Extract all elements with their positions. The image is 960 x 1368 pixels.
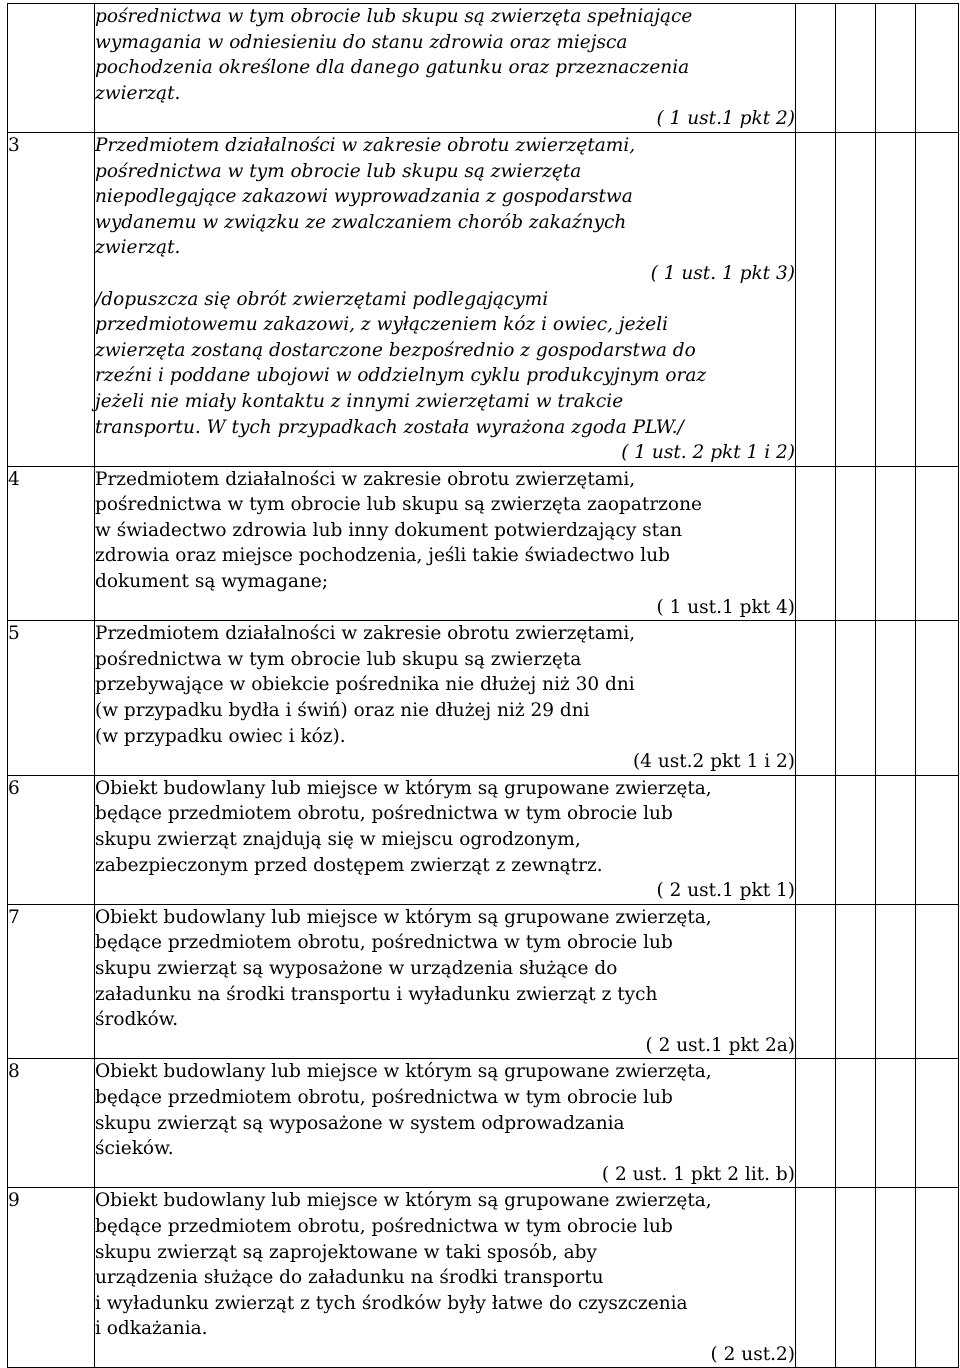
- row-number: 9: [8, 1188, 95, 1368]
- answer-cell[interactable]: [836, 132, 876, 466]
- requirement-line: przebywające w obiekcie pośrednika nie dłużej niż 30 dni: [95, 674, 635, 696]
- requirement-line: środków.: [95, 1009, 179, 1031]
- requirement-line: skupu zwierząt znajdują się w miejscu ogrodzonym,: [95, 829, 581, 850]
- answer-cell[interactable]: [916, 904, 959, 1059]
- requirement-text: [95, 904, 796, 1059]
- requirement-line: w świadectwo zdrowia lub inny dokument potwierdzający stan: [95, 519, 683, 541]
- answer-cell[interactable]: [876, 904, 916, 1059]
- requirement-line: Przedmiotem działalności w zakresie obrotu zwierzętami,: [95, 134, 636, 156]
- requirement-text: [95, 4, 796, 133]
- answer-cell[interactable]: [796, 1188, 836, 1368]
- answer-cell[interactable]: [876, 775, 916, 904]
- requirement-line: Obiekt budowlany lub miejsce w którym są grupowane zwierzęta,: [95, 1061, 712, 1083]
- answer-cell[interactable]: [796, 904, 836, 1059]
- answer-cell[interactable]: [796, 1059, 836, 1188]
- requirement-text: [95, 621, 796, 776]
- answer-cell[interactable]: [876, 1188, 916, 1368]
- answer-cell[interactable]: [876, 1059, 916, 1188]
- answer-cell[interactable]: [836, 775, 876, 904]
- checklist-row: [8, 775, 959, 904]
- row-number: 4: [8, 466, 95, 621]
- requirement-line: ścieków.: [95, 1138, 174, 1160]
- requirement-line: urządzenia służące do załadunku na środki transportu: [95, 1267, 604, 1289]
- legal-reference: ( 1 ust.1 pkt 2): [656, 108, 795, 130]
- checklist-row: [8, 466, 959, 621]
- answer-cell[interactable]: [916, 775, 959, 904]
- answer-cell[interactable]: [876, 466, 916, 621]
- answer-cell[interactable]: [836, 904, 876, 1059]
- checklist-table: [7, 3, 959, 1368]
- requirement-text: [95, 466, 796, 621]
- answer-cell[interactable]: [876, 621, 916, 776]
- row-number: 5: [8, 621, 95, 776]
- requirement-line: dokument są wymagane;: [95, 571, 329, 593]
- requirement-line: (w przypadku owiec i kóz).: [95, 725, 346, 747]
- answer-cell[interactable]: [876, 4, 916, 133]
- legal-reference: ( 1 ust.1 pkt 4): [656, 596, 795, 618]
- requirement-line: będące przedmiotem obrotu, pośrednictwa w tym obrocie lub: [95, 1215, 673, 1237]
- requirement-line: będące przedmiotem obrotu, pośrednictwa w tym obrocie lub: [95, 1086, 673, 1108]
- requirement-line: Przedmiotem działalności w zakresie obrotu zwierzętami,: [95, 468, 636, 490]
- legal-reference: (4 ust.2 pkt 1 i 2): [632, 751, 795, 773]
- checklist-row: [8, 1188, 959, 1368]
- requirement-text: [95, 132, 796, 466]
- row-number: 7: [8, 904, 95, 1059]
- answer-cell[interactable]: [796, 775, 836, 904]
- requirement-line: zabezpieczonym przed dostępem zwierząt z zewnątrz.: [95, 854, 603, 876]
- requirement-line: pośrednictwa w tym obrocie lub skupu są zwierzęta: [95, 648, 582, 670]
- answer-cell[interactable]: [796, 132, 836, 466]
- answer-cell[interactable]: [876, 132, 916, 466]
- row-number: 8: [8, 1059, 95, 1188]
- requirement-line: zdrowia oraz miejsce pochodzenia, jeśli takie świadectwo lub: [95, 545, 670, 567]
- requirement-line: Obiekt budowlany lub miejsce w którym są grupowane zwierzęta,: [95, 1190, 712, 1212]
- row-number: 6: [8, 775, 95, 904]
- requirement-line: będące przedmiotem obrotu, pośrednictwa w tym obrocie lub: [95, 932, 673, 954]
- legal-reference: ( 2 ust. 1 pkt 2 lit. b): [601, 1163, 795, 1185]
- requirement-line: pośrednictwa w tym obrocie lub skupu są zwierzęta spełniające: [95, 6, 693, 27]
- checklist-row: [8, 1059, 959, 1188]
- requirement-line: transportu. W tych przypadkach została wyrażona zgoda PLW./: [95, 416, 684, 438]
- row-number: [8, 4, 95, 133]
- requirement-line: zwierzęta zostaną dostarczone bezpośrednio z gospodarstwa do: [95, 339, 696, 361]
- requirement-line: skupu zwierząt są wyposażone w system odprowadzania: [95, 1112, 625, 1134]
- requirement-line: niepodlegające zakazowi wyprowadzania z gospodarstwa: [95, 186, 633, 208]
- answer-cell[interactable]: [836, 1188, 876, 1368]
- requirement-line: pośrednictwa w tym obrocie lub skupu są zwierzęta zaopatrzone: [95, 494, 702, 516]
- row-number: 3: [8, 132, 95, 466]
- legal-reference: ( 2 ust.1 pkt 1): [656, 880, 795, 902]
- answer-cell[interactable]: [836, 621, 876, 776]
- requirement-line: Przedmiotem działalności w zakresie obrotu zwierzętami,: [95, 623, 636, 645]
- answer-cell[interactable]: [796, 466, 836, 621]
- requirement-line: jeżeli nie miały kontaktu z innymi zwierzętami w trakcie: [95, 390, 624, 412]
- answer-cell[interactable]: [916, 1188, 959, 1368]
- legal-reference: ( 1 ust. 2 pkt 1 i 2): [621, 442, 795, 464]
- answer-cell[interactable]: [916, 621, 959, 776]
- requirement-line: pochodzenia określone dla danego gatunku oraz przeznaczenia: [95, 57, 690, 79]
- checklist-rows: [8, 4, 959, 1368]
- legal-reference: ( 2 ust.1 pkt 2a): [645, 1034, 795, 1056]
- requirement-line: /dopuszcza się obrót zwierzętami podlegającymi: [95, 288, 549, 310]
- requirement-line: Obiekt budowlany lub miejsce w którym są grupowane zwierzęta,: [95, 777, 712, 799]
- answer-cell[interactable]: [796, 621, 836, 776]
- requirement-line: przedmiotowemu zakazowi, z wyłączeniem kóz i owiec, jeżeli: [95, 314, 669, 336]
- answer-cell[interactable]: [796, 4, 836, 133]
- requirement-line: pośrednictwa w tym obrocie lub skupu są zwierzęta: [95, 160, 582, 182]
- requirement-line: będące przedmiotem obrotu, pośrednictwa w tym obrocie lub: [95, 803, 673, 825]
- requirement-line: skupu zwierząt są zaprojektowane w taki sposób, aby: [95, 1241, 597, 1263]
- requirement-line: zwierząt.: [95, 82, 181, 104]
- requirement-line: wydanemu w związku ze zwalczaniem chorób zakaźnych: [95, 211, 627, 233]
- requirement-line: i odkażania.: [95, 1318, 208, 1340]
- requirement-line: zwierząt.: [95, 237, 181, 259]
- requirement-line: wymagania w odniesieniu do stanu zdrowia oraz miejsca: [95, 31, 628, 53]
- answer-cell[interactable]: [916, 1059, 959, 1188]
- answer-cell[interactable]: [836, 1059, 876, 1188]
- requirement-line: skupu zwierząt są wyposażone w urządzenia służące do: [95, 957, 618, 979]
- answer-cell[interactable]: [916, 4, 959, 133]
- checklist-row: [8, 132, 959, 466]
- answer-cell[interactable]: [836, 466, 876, 621]
- checklist-row: [8, 904, 959, 1059]
- requirement-line: rzeźni i poddane ubojowi w oddzielnym cyklu produkcyjnym oraz: [95, 365, 707, 387]
- answer-cell[interactable]: [916, 466, 959, 621]
- requirement-line: załadunku na środki transportu i wyładunku zwierząt z tych: [95, 983, 658, 1005]
- requirement-line: (w przypadku bydła i świń) oraz nie dłużej niż 29 dni: [95, 700, 590, 722]
- requirement-text: [95, 1188, 796, 1368]
- checklist-row: [8, 621, 959, 776]
- requirement-text: [95, 775, 796, 904]
- requirement-line: i wyładunku zwierząt z tych środków były łatwe do czyszczenia: [95, 1292, 688, 1314]
- requirement-line: Obiekt budowlany lub miejsce w którym są grupowane zwierzęta,: [95, 906, 712, 928]
- answer-cell[interactable]: [836, 4, 876, 133]
- checklist-row: [8, 4, 959, 133]
- requirement-text: [95, 1059, 796, 1188]
- legal-reference: ( 1 ust. 1 pkt 3): [650, 262, 795, 284]
- answer-cell[interactable]: [916, 132, 959, 466]
- legal-reference: ( 2 ust.2): [710, 1343, 795, 1365]
